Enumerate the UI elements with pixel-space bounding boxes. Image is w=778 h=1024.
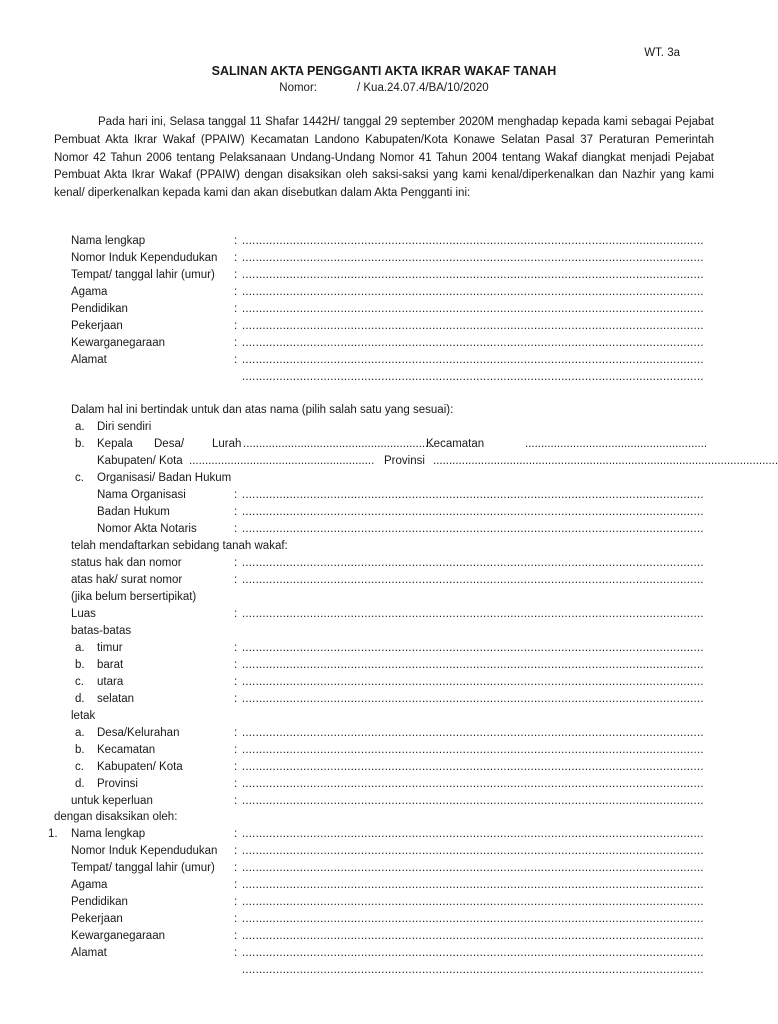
field-label: Kewarganegaraan bbox=[71, 337, 165, 349]
field-label: Badan Hukum bbox=[97, 506, 170, 518]
field-row-saksi-ttl bbox=[0, 860, 768, 877]
field-label: status hak dan nomor bbox=[71, 557, 182, 569]
option-c-label: Organisasi/ Badan Hukum bbox=[97, 472, 232, 484]
registered-text: telah mendaftarkan sebidang tanah wakaf: bbox=[71, 540, 288, 552]
letak-heading: letak bbox=[71, 710, 96, 722]
field-row-atas-hak bbox=[0, 572, 768, 589]
fill-in-line[interactable]: ........................................................................................................................................ bbox=[242, 371, 704, 383]
field-row-saksi-nik bbox=[0, 843, 768, 860]
fill-in-line[interactable]: ........................................................................................................................................ bbox=[242, 523, 704, 535]
fill-in-line[interactable]: ........................................................................................................................................ bbox=[242, 879, 704, 891]
field-label: Nama lengkap bbox=[71, 235, 146, 247]
field-colon: : bbox=[234, 659, 238, 671]
option-b-row-2 bbox=[0, 453, 778, 470]
field-row-keperluan bbox=[0, 793, 768, 810]
field-label: Pekerjaan bbox=[71, 320, 123, 332]
field-colon: : bbox=[234, 845, 238, 857]
field-colon: : bbox=[234, 235, 238, 247]
field-colon: : bbox=[234, 608, 238, 620]
field-row-saksi-alamat bbox=[0, 945, 768, 962]
field-colon: : bbox=[234, 879, 238, 891]
fill-in-line[interactable]: ......................................................... bbox=[525, 438, 708, 450]
field-label: Nomor Akta Notaris bbox=[97, 523, 197, 535]
field-label: timur bbox=[97, 642, 123, 654]
field-label: utara bbox=[97, 676, 124, 688]
field-label: Nomor Induk Kependudukan bbox=[71, 252, 218, 264]
field-label: Agama bbox=[71, 879, 108, 891]
field-label: atas hak/ surat nomor bbox=[71, 574, 183, 586]
option-marker: a. bbox=[75, 421, 85, 433]
field-row-org-nama bbox=[0, 487, 768, 504]
field-colon: : bbox=[234, 320, 238, 332]
field-colon: : bbox=[234, 303, 238, 315]
option-b-desa: Desa/ bbox=[154, 438, 185, 450]
fill-in-line[interactable]: ............................................................ bbox=[243, 438, 435, 450]
field-colon: : bbox=[234, 269, 238, 281]
fill-in-line[interactable]: ........................................................................................................................................ bbox=[242, 354, 704, 366]
option-b-kabupaten: Kabupaten/ Kota bbox=[97, 455, 183, 467]
field-row-saksi-pendidikan bbox=[0, 894, 768, 911]
acting-intro bbox=[0, 402, 768, 419]
field-colon: : bbox=[234, 506, 238, 518]
field-row-saksi-kewarganegaraan bbox=[0, 928, 768, 945]
fill-in-line[interactable]: ........................................................................................................................................ bbox=[242, 947, 704, 959]
field-label: Desa/Kelurahan bbox=[97, 727, 180, 739]
fill-in-line[interactable]: ........................................................................................................................................ bbox=[242, 574, 704, 586]
fill-in-line[interactable]: ........................................................................................................................................ bbox=[242, 896, 704, 908]
field-colon: : bbox=[234, 642, 238, 654]
field-colon: : bbox=[234, 761, 238, 773]
field-label: Pendidikan bbox=[71, 896, 128, 908]
field-row-saksi-pekerjaan bbox=[0, 911, 768, 928]
option-a-row bbox=[0, 419, 768, 436]
fill-in-line[interactable]: ........................................................................................................................................ bbox=[242, 913, 704, 925]
field-row-letak-desa bbox=[0, 725, 768, 742]
field-label: Kabupaten/ Kota bbox=[97, 761, 183, 773]
option-b-row bbox=[0, 436, 768, 453]
fill-in-line[interactable]: ........................................................................................................................................ bbox=[242, 235, 704, 247]
option-b-kepala: Kepala bbox=[97, 438, 133, 450]
fill-in-line[interactable]: ........................................................................................................................................ bbox=[242, 676, 704, 688]
field-row-saksi-alamat-cont bbox=[0, 962, 768, 979]
field-colon: : bbox=[234, 676, 238, 688]
fill-in-line[interactable]: ........................................................................................................................................ bbox=[242, 608, 704, 620]
fill-in-line[interactable]: ........................................................................................................................................ bbox=[242, 557, 704, 569]
field-colon: : bbox=[234, 574, 238, 586]
item-marker: a. bbox=[75, 727, 85, 739]
field-colon: : bbox=[234, 557, 238, 569]
fill-in-line[interactable]: ........................................................................................................................................ bbox=[242, 489, 704, 501]
fill-in-line[interactable]: ........................................................................................................................................ bbox=[242, 727, 704, 739]
field-label: Nomor Induk Kependudukan bbox=[71, 845, 218, 857]
fill-in-line[interactable]: ............................................................................................................ bbox=[433, 455, 778, 467]
field-colon: : bbox=[234, 727, 238, 739]
fill-in-line[interactable]: ........................................................................................................................................ bbox=[242, 862, 704, 874]
batas-heading: batas-batas bbox=[71, 625, 132, 637]
fill-in-line[interactable]: ........................................................................................................................................ bbox=[242, 744, 704, 756]
fill-in-line[interactable]: ........................................................................................................................................ bbox=[242, 964, 704, 976]
nomor-label: Nomor: bbox=[279, 82, 317, 94]
field-label: barat bbox=[97, 659, 124, 671]
field-row-letak-kecamatan bbox=[0, 742, 768, 759]
field-colon: : bbox=[234, 795, 238, 807]
fill-in-line[interactable]: ........................................................................................................................................ bbox=[242, 659, 704, 671]
field-label: Nama Organisasi bbox=[97, 489, 186, 501]
field-row-status-hak bbox=[0, 555, 768, 572]
letak-heading-row bbox=[0, 708, 768, 725]
fill-in-line[interactable]: ........................................................................................................................................ bbox=[242, 252, 704, 264]
field-row-wakif-agama bbox=[0, 284, 768, 301]
fill-in-line[interactable]: .......................................................... bbox=[189, 455, 375, 467]
field-colon: : bbox=[234, 693, 238, 705]
option-b-lurah: Lurah bbox=[212, 438, 242, 450]
field-label: Tempat/ tanggal lahir (umur) bbox=[71, 269, 215, 281]
field-row-wakif-pekerjaan bbox=[0, 318, 768, 335]
field-colon: : bbox=[234, 778, 238, 790]
field-row-wakif-pendidikan bbox=[0, 301, 768, 318]
field-row-wakif-kewarganegaraan bbox=[0, 335, 768, 352]
saksi-intro-row bbox=[0, 809, 768, 826]
field-label: Pekerjaan bbox=[71, 913, 123, 925]
intro-text: Pada hari ini, Selasa tanggal 11 Shafar 1442H/ tanggal 29 september 2020M menghadap kepada kami sebagai Pejabat Pembuat Akta Ikrar Wakaf (PPAIW) Kecamatan Landono Kabupaten/Kota Konawe Selatan Pasal 37 Peraturan Pemerintah Nomor 42 Tahun 2006 tentang Pelaksanaan Undang-Undang Nomor 41 Tahun 2004 tentang Wakaf diangkat menjadi Pejabat Pembuat Akta Ikrar Wakaf (PPAIW) dengan disaksikan oleh saksi-saksi yang kami kenal/diperkenalkan dan Nazhir yang kami kenal/ diperkenalkan kepada kami dan akan disebutkan dalam Akta Pengganti ini: bbox=[54, 116, 714, 200]
field-row-luas bbox=[0, 606, 768, 623]
field-colon: : bbox=[234, 930, 238, 942]
item-marker: d. bbox=[75, 693, 85, 705]
fill-in-line[interactable]: ........................................................................................................................................ bbox=[242, 795, 704, 807]
field-colon: : bbox=[234, 523, 238, 535]
field-colon: : bbox=[234, 744, 238, 756]
field-row-batas-timur bbox=[0, 640, 768, 657]
intro-paragraph bbox=[54, 114, 714, 203]
item-marker: d. bbox=[75, 778, 85, 790]
option-marker: c. bbox=[75, 472, 84, 484]
field-label: Tempat/ tanggal lahir (umur) bbox=[71, 862, 215, 874]
fill-in-line[interactable]: ........................................................................................................................................ bbox=[242, 845, 704, 857]
document-title: SALINAN AKTA PENGGANTI AKTA IKRAR WAKAF TANAH bbox=[211, 64, 557, 78]
field-label: untuk keperluan bbox=[71, 795, 153, 807]
field-colon: : bbox=[234, 828, 238, 840]
field-row-org-akta bbox=[0, 521, 768, 538]
field-row-wakif-nik bbox=[0, 250, 768, 267]
field-row-batas-utara bbox=[0, 674, 768, 691]
option-marker: b. bbox=[75, 438, 85, 450]
option-a-label: Diri sendiri bbox=[97, 421, 152, 433]
document-number bbox=[0, 82, 768, 94]
field-label: Kecamatan bbox=[97, 744, 156, 756]
field-label: selatan bbox=[97, 693, 135, 705]
field-row-saksi-nama bbox=[0, 826, 768, 843]
field-colon: : bbox=[234, 862, 238, 874]
fill-in-line[interactable]: ........................................................................................................................................ bbox=[242, 761, 704, 773]
fill-in-line[interactable]: ........................................................................................................................................ bbox=[242, 506, 704, 518]
item-marker: c. bbox=[75, 761, 84, 773]
field-label: Kewarganegaraan bbox=[71, 930, 165, 942]
fill-in-line[interactable]: ........................................................................................................................................ bbox=[242, 269, 704, 281]
fill-in-line[interactable]: ........................................................................................................................................ bbox=[242, 828, 704, 840]
field-row-wakif-nama bbox=[0, 233, 768, 250]
field-row-letak-provinsi bbox=[0, 776, 768, 793]
belum-note: (jika belum bersertipikat) bbox=[71, 591, 197, 603]
registered-row bbox=[0, 538, 768, 555]
item-marker: b. bbox=[75, 744, 85, 756]
nomor-value: / Kua.24.07.4/BA/10/2020 bbox=[356, 82, 489, 94]
field-label: Nama lengkap bbox=[71, 828, 146, 840]
fill-in-line[interactable]: ........................................................................................................................................ bbox=[242, 930, 704, 942]
item-marker: c. bbox=[75, 676, 84, 688]
field-colon: : bbox=[234, 489, 238, 501]
field-row-wakif-alamat-cont bbox=[0, 369, 768, 386]
field-row-batas-selatan bbox=[0, 691, 768, 708]
field-colon: : bbox=[234, 913, 238, 925]
fill-in-line[interactable]: ........................................................................................................................................ bbox=[242, 320, 704, 332]
field-row-letak-kabupaten bbox=[0, 759, 768, 776]
fill-in-line[interactable]: ........................................................................................................................................ bbox=[242, 337, 704, 349]
field-label: Alamat bbox=[71, 947, 107, 959]
item-marker: a. bbox=[75, 642, 85, 654]
fill-in-line[interactable]: ........................................................................................................................................ bbox=[242, 303, 704, 315]
fill-in-line[interactable]: ........................................................................................................................................ bbox=[242, 778, 704, 790]
field-label: Pendidikan bbox=[71, 303, 128, 315]
fill-in-line[interactable]: ........................................................................................................................................ bbox=[242, 642, 704, 654]
saksi-intro-text: dengan disaksikan oleh: bbox=[54, 811, 178, 823]
fill-in-line[interactable]: ........................................................................................................................................ bbox=[242, 693, 704, 705]
field-row-org-badan bbox=[0, 504, 768, 521]
field-colon: : bbox=[234, 947, 238, 959]
option-b-provinsi: Provinsi bbox=[384, 455, 425, 467]
field-row-wakif-alamat bbox=[0, 352, 768, 369]
field-row-batas-barat bbox=[0, 657, 768, 674]
belum-row bbox=[0, 589, 768, 606]
batas-heading-row bbox=[0, 623, 768, 640]
option-c-row bbox=[0, 470, 768, 487]
form-code: WT. 3a bbox=[644, 47, 680, 59]
field-label: Luas bbox=[71, 608, 96, 620]
field-colon: : bbox=[234, 337, 238, 349]
item-marker: b. bbox=[75, 659, 85, 671]
field-colon: : bbox=[234, 354, 238, 366]
field-row-wakif-ttl bbox=[0, 267, 768, 284]
field-label: Agama bbox=[71, 286, 108, 298]
option-b-kecamatan: Kecamatan bbox=[426, 438, 485, 450]
field-colon: : bbox=[234, 896, 238, 908]
field-colon: : bbox=[234, 252, 238, 264]
acting-intro-text: Dalam hal ini bertindak untuk dan atas nama (pilih salah satu yang sesuai): bbox=[71, 404, 454, 416]
field-label: Provinsi bbox=[97, 778, 138, 790]
field-colon: : bbox=[234, 286, 238, 298]
field-label: Alamat bbox=[71, 354, 107, 366]
field-row-saksi-agama bbox=[0, 877, 768, 894]
saksi-number: 1. bbox=[48, 828, 58, 840]
fill-in-line[interactable]: ........................................................................................................................................ bbox=[242, 286, 704, 298]
